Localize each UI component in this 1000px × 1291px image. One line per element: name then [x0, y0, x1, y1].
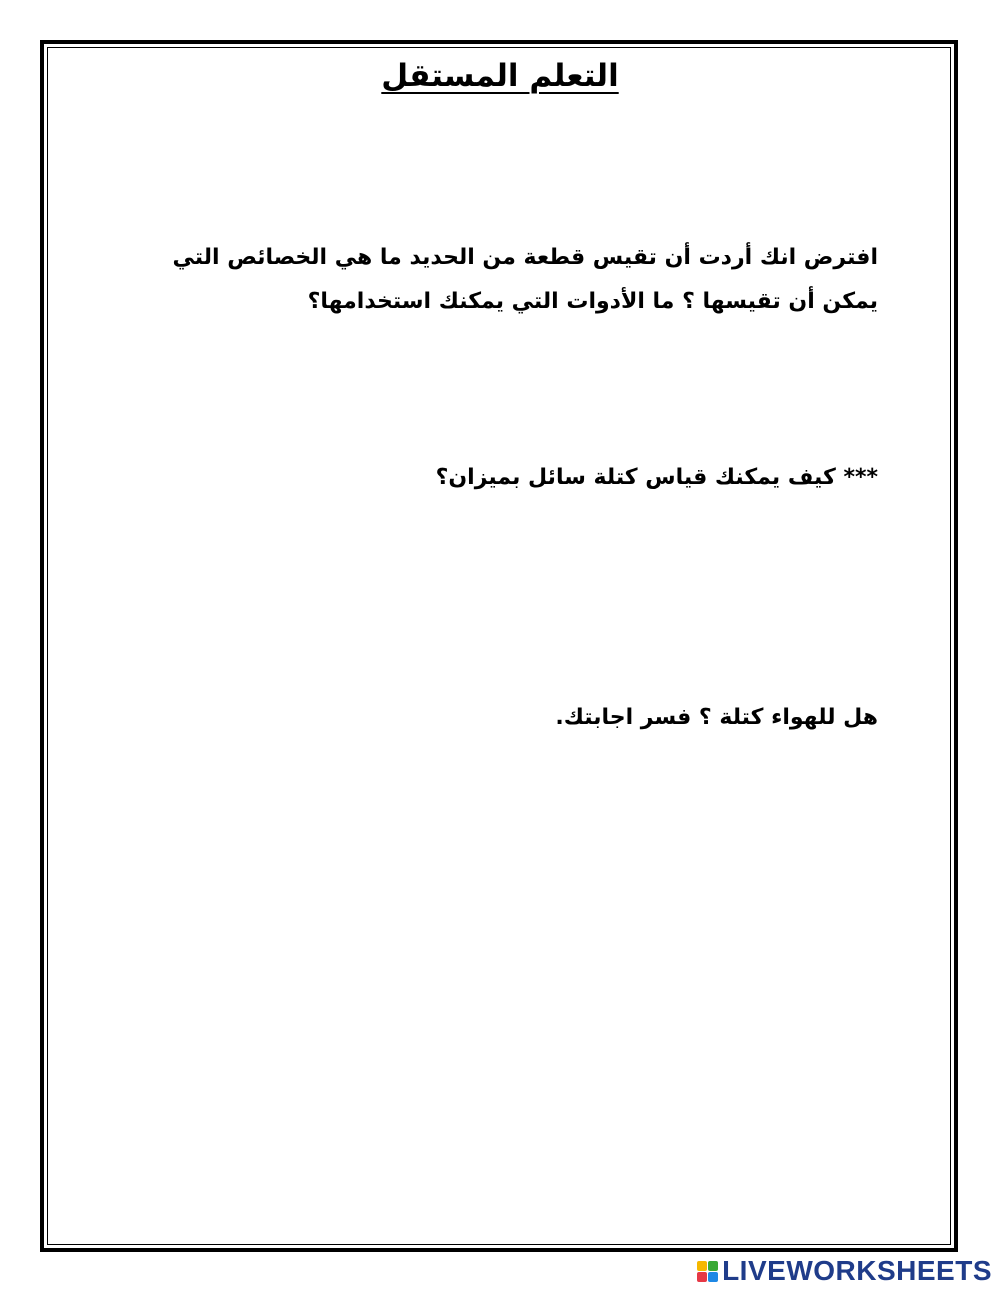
logo-cell-3	[697, 1272, 707, 1282]
logo-cell-1	[697, 1261, 707, 1271]
page-title-text: التعلم المستقل	[381, 58, 619, 94]
page-border	[40, 40, 958, 1252]
logo-cell-2	[708, 1261, 718, 1271]
page-title	[0, 58, 1000, 94]
question-3: هل للهواء كتلة ؟ فسر اجابتك.	[555, 705, 878, 730]
logo-cell-4	[708, 1272, 718, 1282]
liveworksheets-brand	[697, 1256, 992, 1286]
question-2: *** كيف يمكنك قياس كتلة سائل بميزان؟	[435, 465, 878, 490]
liveworksheets-logo-icon	[697, 1261, 718, 1282]
question-1: افترض انك أردت أن تقيس قطعة من الحديد ما هي الخصائص التي يمكن أن تقيسها ؟ ما الأدوات التي يمكنك استخدامها؟	[172, 245, 878, 314]
brand-name: LIVEWORKSHEETS	[722, 1255, 992, 1286]
